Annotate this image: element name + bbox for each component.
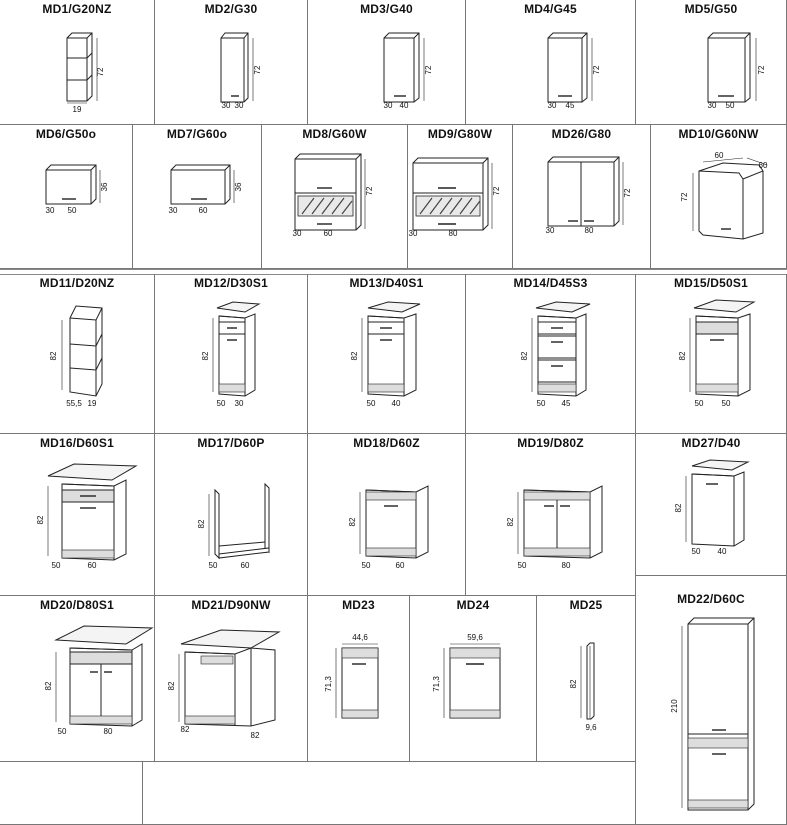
unit-drawing-wall-cabinet [636, 0, 787, 125]
height-dim: 72 [424, 65, 433, 75]
depth-dim: 30 [292, 229, 302, 238]
empty-cell [143, 762, 636, 825]
unit-code: MD5/G50 [684, 2, 738, 16]
depth-dim: 30 [547, 101, 557, 110]
unit-cell-md15 [636, 274, 787, 434]
height-dim: 36 [100, 182, 109, 192]
unit-cell-md23 [308, 596, 410, 762]
unit-code: MD12/D30S1 [193, 276, 269, 290]
unit-code: MD22/D60C [677, 592, 745, 606]
height-dim: 71,3 [324, 676, 333, 692]
unit-drawing-base-cabinet-drawer [308, 274, 466, 434]
unit-code: MD23 [342, 598, 375, 612]
unit-cell-md8 [262, 125, 408, 269]
unit-code: MD24 [456, 598, 490, 612]
height-dim: 82 [674, 503, 683, 513]
width-dim: 40 [717, 547, 727, 556]
width-dim: 50 [721, 399, 731, 408]
unit-drawing-corner-wall-cabinet [651, 125, 787, 269]
unit-code: MD19/D80Z [517, 436, 584, 450]
height-dim: 72 [757, 65, 766, 75]
height-dim: 82 [49, 351, 58, 361]
height-dim: 82 [201, 351, 210, 361]
unit-cell-md24 [410, 596, 537, 762]
height-dim: 72 [680, 192, 689, 202]
unit-cell-md18 [308, 434, 466, 596]
height-dim: 82 [520, 351, 529, 361]
unit-cell-md22 [636, 576, 787, 825]
unit-cell-md14 [466, 274, 636, 434]
width-dim: 50 [725, 101, 735, 110]
width-dim: 80 [103, 727, 113, 736]
width-dim: 60 [323, 229, 333, 238]
width-dim: 19 [87, 399, 97, 408]
unit-cell-md13 [308, 274, 466, 434]
width-dim: 45 [561, 399, 571, 408]
unit-drawing-glass-wall-cabinet [408, 125, 513, 269]
height-dim: 72 [623, 188, 632, 198]
height-dim: 210 [670, 699, 679, 713]
unit-drawing-wall-cabinet [155, 0, 308, 125]
unit-code: MD6/G50o [35, 127, 97, 141]
unit-drawing-open-base-shelf [0, 274, 155, 434]
unit-drawing-oven-housing [155, 434, 308, 596]
unit-drawing-sink-cabinet [308, 434, 466, 596]
width-dim: 60 [395, 561, 405, 570]
unit-cell-md16 [0, 434, 155, 596]
unit-code: MD18/D60Z [353, 436, 420, 450]
unit-code: MD3/G40 [360, 2, 413, 16]
depth-dim: 50 [51, 561, 61, 570]
unit-code: MD10/G60NW [678, 127, 759, 141]
width-dim: 45 [565, 101, 575, 110]
depth-dim: 50 [694, 399, 704, 408]
unit-drawing-tall-cabinet [636, 576, 787, 825]
depth-dim: 30 [168, 206, 178, 215]
unit-cell-md3 [308, 0, 466, 125]
depth-dim: 30 [221, 101, 231, 110]
width-dim: 80 [584, 226, 594, 235]
width-dim: 9,6 [585, 723, 597, 732]
height-dim: 82 [197, 519, 206, 529]
unit-drawing-double-wall-cabinet [513, 125, 651, 269]
height-dim: 82 [678, 351, 687, 361]
height-dim: 82 [506, 517, 515, 527]
height-dim: 82 [167, 681, 176, 691]
depth-dim: 50 [57, 727, 67, 736]
unit-drawing-wall-cabinet [466, 0, 636, 125]
unit-code: MD27/D40 [681, 436, 741, 450]
unit-drawing-corner-base-cabinet [155, 596, 308, 762]
width-dim: 60 [87, 561, 97, 570]
depth-dim: 50 [517, 561, 527, 570]
width-dim: 82 [250, 731, 260, 740]
unit-code: MD21/D90NW [191, 598, 271, 612]
unit-code: MD25 [569, 598, 603, 612]
unit-code: MD13/D40S1 [349, 276, 424, 290]
unit-cell-md21 [155, 596, 308, 762]
unit-drawing-double-sink-cabinet [466, 434, 636, 596]
unit-code: MD17/D60P [197, 436, 265, 450]
height-dim: 82 [348, 517, 357, 527]
unit-drawing-wall-cabinet [308, 0, 466, 125]
unit-cell-md4 [466, 0, 636, 125]
unit-code: MD14/D45S3 [513, 276, 588, 290]
depth-dim: 30 [45, 206, 55, 215]
unit-drawing-base-cabinet-drawer [0, 596, 155, 762]
depth-dim: 50 [536, 399, 546, 408]
depth-dim: 50 [216, 399, 226, 408]
height-dim: 72 [253, 65, 262, 75]
unit-drawing-dishwasher-front [410, 596, 537, 762]
unit-code: MD2/G30 [204, 2, 258, 16]
depth-dim: 50 [208, 561, 218, 570]
unit-drawing-dishwasher-front [308, 596, 410, 762]
unit-code: MD1/G20NZ [42, 2, 112, 16]
unit-cell-md2 [155, 0, 308, 125]
height-dim: 72 [96, 67, 105, 77]
width-dim: 60 [198, 206, 208, 215]
width-dim: 30 [234, 101, 244, 110]
unit-cell-md7 [133, 125, 262, 269]
unit-cell-md1 [0, 0, 155, 125]
unit-drawing-low-wall-cabinet [133, 125, 262, 269]
empty-cell [0, 762, 143, 825]
depth-dim: 50 [361, 561, 371, 570]
width-dim: 50 [67, 206, 77, 215]
unit-drawing-low-wall-cabinet [0, 125, 133, 269]
unit-code: MD8/G60W [302, 127, 367, 141]
unit-code: MD16/D60S1 [39, 436, 115, 450]
width-dim: 60 [714, 151, 724, 160]
height-dim: 82 [569, 679, 578, 689]
unit-drawing-base-cabinet-drawer [155, 274, 308, 434]
width-dim: 44,6 [352, 633, 368, 642]
depth-dim: 30 [545, 226, 555, 235]
unit-cell-md10 [651, 125, 787, 269]
unit-drawing-base-cabinet [636, 434, 787, 576]
unit-cell-md27 [636, 434, 787, 576]
unit-code: MD9/G80W [427, 127, 493, 141]
depth-dim: 30 [383, 101, 393, 110]
width-dim: 80 [561, 561, 571, 570]
height-dim: 82 [44, 681, 53, 691]
unit-cell-md25 [537, 596, 636, 762]
unit-code: MD7/G60o [166, 127, 228, 141]
width-dim: 30 [234, 399, 244, 408]
unit-drawing-open-shelf [0, 0, 155, 125]
width-dim: 59,6 [467, 633, 483, 642]
unit-cell-md20 [0, 596, 155, 762]
depth-dim: 82 [180, 725, 190, 734]
height-dim: 36 [234, 182, 243, 192]
unit-code: MD15/D50S1 [673, 276, 749, 290]
unit-cell-md17 [155, 434, 308, 596]
unit-cell-md11 [0, 274, 155, 434]
unit-cell-md19 [466, 434, 636, 596]
height-dim: 82 [350, 351, 359, 361]
unit-cell-md12 [155, 274, 308, 434]
depth-dim: 30 [408, 229, 418, 238]
unit-cell-md9 [408, 125, 513, 269]
unit-code: MD26/G80 [551, 127, 612, 141]
depth-dim: 50 [366, 399, 376, 408]
depth-dim: 55,5 [66, 399, 82, 408]
unit-drawing-base-cabinet-drawer [636, 274, 787, 434]
width-dim: 80 [448, 229, 458, 238]
unit-cell-md6 [0, 125, 133, 269]
height-dim: 72 [365, 186, 374, 196]
width-dim-2: 60 [758, 161, 768, 170]
width-dim: 60 [240, 561, 250, 570]
width-dim: 40 [391, 399, 401, 408]
unit-drawing-base-cabinet-drawer [0, 434, 155, 596]
unit-cell-md26 [513, 125, 651, 269]
unit-drawing-base-cabinet-3-drawers [466, 274, 636, 434]
depth-dim: 30 [707, 101, 717, 110]
width-dim: 19 [72, 105, 82, 114]
unit-drawing-glass-wall-cabinet [262, 125, 408, 269]
height-dim: 72 [592, 65, 601, 75]
height-dim: 72 [492, 186, 501, 196]
depth-dim: 50 [691, 547, 701, 556]
unit-cell-md5 [636, 0, 787, 125]
unit-code: MD20/D80S1 [39, 598, 115, 612]
unit-code: MD4/G45 [524, 2, 577, 16]
height-dim: 82 [36, 515, 45, 525]
height-dim: 71,3 [432, 676, 441, 692]
unit-drawing-side-panel [537, 596, 636, 762]
width-dim: 40 [399, 101, 409, 110]
unit-code: MD11/D20NZ [39, 276, 115, 290]
